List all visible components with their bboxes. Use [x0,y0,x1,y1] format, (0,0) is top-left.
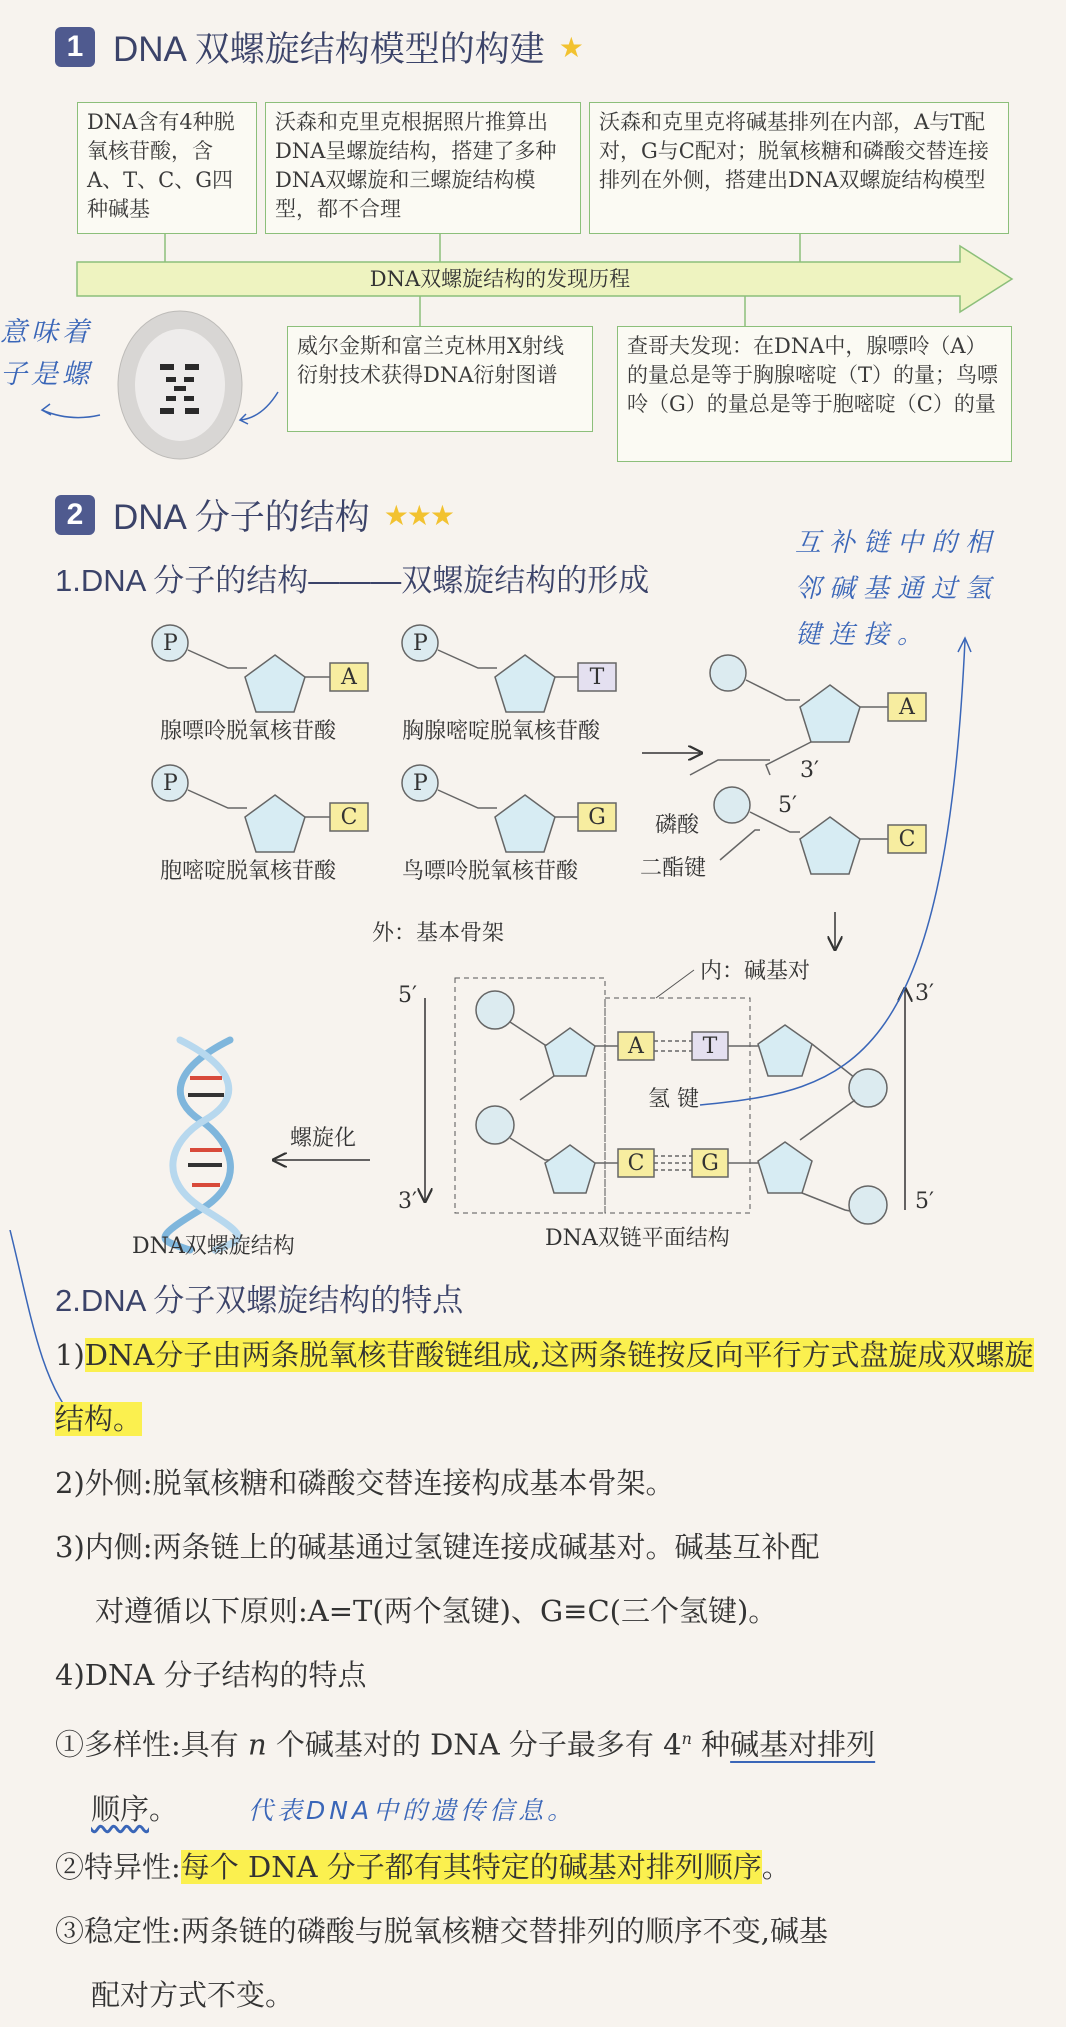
section-number: 2 [55,495,95,535]
left-strand [476,991,618,1193]
svg-text:胞嘧啶脱氧核苷酸: 胞嘧啶脱氧核苷酸 [160,859,337,884]
point-1: 1)DNA分子由两条脱氧核苷酸链组成,这两条链按反向平行方式盘旋成双螺旋结构。 [55,1338,1034,1436]
svg-text:A: A [899,695,915,720]
subheading-1: 1.DNA 分子的结构———双螺旋结构的形成 [55,563,650,598]
svg-text:螺旋化: 螺旋化 [290,1126,357,1151]
timeline-box-4: 威尔金斯和富兰克林用X射线衍射技术获得DNA衍射图谱 [287,326,593,432]
svg-text:3′: 3′ [915,981,934,1006]
svg-text:5′: 5′ [398,983,417,1008]
svg-text:P: P [163,771,178,796]
svg-text:外：基本骨架: 外：基本骨架 [372,921,505,946]
section2-header [55,490,453,540]
svg-text:P: P [163,631,178,656]
svg-text:5′: 5′ [915,1189,934,1214]
handnote-right: 互补链中的相 邻碱基通过氢 键连接。 [795,528,1000,650]
svg-text:DNA双链平面结构: DNA双链平面结构 [545,1226,730,1251]
double-helix-icon [165,1040,238,1250]
feature-diversity: ①多样性:具有 n 个碱基对的 DNA 分子最多有 4$^n$ 种碱基对排列 顺序。 代表DNA中的遗传信息。 [55,1727,876,1826]
timeline-label: DNA双螺旋结构的发现历程 [369,267,631,291]
svg-text:P: P [413,771,428,796]
timeline-box-5: 查哥夫发现：在DNA中，腺嘌呤（A）的量总是等于胸腺嘧啶（T）的量；鸟嘌呤（G）的量总是等于胞嘧啶（C）的量 [617,326,1012,462]
svg-text:G: G [588,805,606,830]
nucleotide-a [152,625,368,712]
svg-text:C: C [627,1151,645,1176]
timeline-box-3: 沃森和克里克将碱基排列在内部，A与T配对，G与C配对；脱氧核糖和磷酸交替连接排列在外侧，搭建出DNA双螺旋结构模型 [589,102,1009,234]
point-4: 4)DNA 分子结构的特点 [55,1658,367,1692]
star-icon: ★ [558,30,582,64]
svg-text:腺嘌呤脱氧核苷酸: 腺嘌呤脱氧核苷酸 [160,719,337,744]
nucleotide-t [402,625,616,712]
svg-text:3′: 3′ [800,758,819,783]
svg-text:C: C [340,805,358,830]
timeline-box-2: 沃森和克里克根据照片推算出DNA呈螺旋结构，搭建了多种DNA双螺旋和三螺旋结构模型，都不合理 [265,102,581,234]
handnote-genetic-info: 代表DNA中的遗传信息。 [248,1795,577,1825]
svg-text:A: A [341,665,357,690]
svg-text:C: C [898,827,916,852]
section-title: DNA 分子的结构 [113,498,370,537]
handnote-left: 意味着 子是螺 [0,317,93,390]
subheading-2: 2.DNA 分子双螺旋结构的特点 [55,1283,464,1318]
nucleotide-g [402,765,616,852]
section-title: DNA 双螺旋结构模型的构建 [113,30,545,69]
svg-text:DNA双螺旋结构: DNA双螺旋结构 [132,1234,295,1259]
right-strand [728,1025,887,1224]
nucleotide-c [152,765,368,852]
feature-specificity: ②特异性:每个 DNA 分子都有其特定的碱基对排列顺序。 [55,1850,791,1884]
svg-text:G: G [701,1151,719,1176]
svg-text:3′: 3′ [398,1189,417,1214]
svg-text:氢 键: 氢 键 [648,1087,699,1112]
svg-text:内：碱基对: 内：碱基对 [700,959,811,984]
point-3: 3)内侧:两条链上的碱基通过氢键连接成碱基对。碱基互补配 对遵循以下原则:A=T(两个氢键)、G≡C(三个氢键)。 [55,1530,820,1628]
dna-structure-diagram [0,600,1066,1260]
svg-text:磷酸: 磷酸 [655,813,700,838]
svg-text:二酯键: 二酯键 [640,856,707,881]
svg-text:P: P [413,631,428,656]
svg-text:T: T [702,1034,718,1059]
svg-text:鸟嘌呤脱氧核苷酸: 鸟嘌呤脱氧核苷酸 [402,859,579,884]
section-number: 1 [55,27,95,67]
svg-text:T: T [589,665,605,690]
timeline-box-1: DNA含有4种脱氧核苷酸，含A、T、C、G四种碱基 [77,102,257,234]
svg-text:A: A [628,1034,644,1059]
point-2: 2)外侧:脱氧核糖和磷酸交替连接构成基本骨架。 [55,1466,675,1500]
star-icon: ★★★ [383,498,454,532]
svg-text:5′: 5′ [778,793,797,818]
svg-text:胸腺嘧啶脱氧核苷酸: 胸腺嘧啶脱氧核苷酸 [402,719,601,744]
feature-stability: ③稳定性:两条链的磷酸与脱氧核糖交替排列的顺序不变,碱基 配对方式不变。 [55,1914,828,2012]
